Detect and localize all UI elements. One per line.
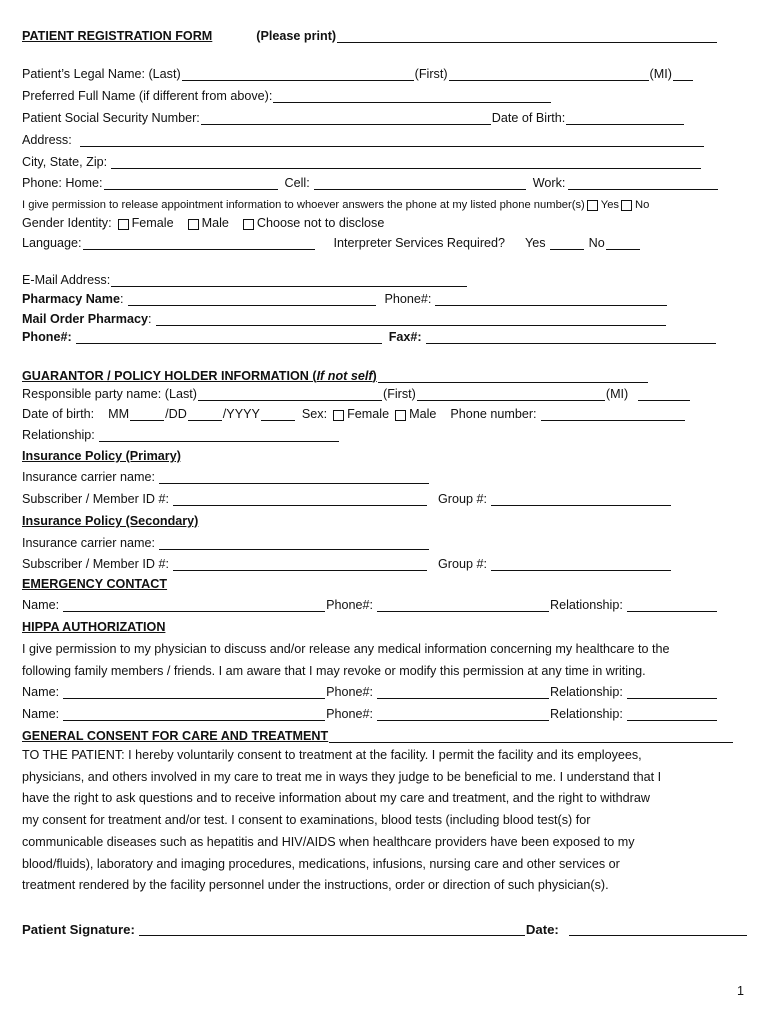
mm-label: MM xyxy=(108,407,130,422)
address-field[interactable] xyxy=(80,134,704,147)
pharmacy-name-field[interactable] xyxy=(128,293,376,306)
guarantor-dob-row xyxy=(22,408,686,421)
first-name-field[interactable] xyxy=(449,68,649,81)
interpreter-yes-field[interactable] xyxy=(550,237,584,250)
emergency-heading-row xyxy=(22,578,167,591)
interpreter-yes-label: Yes xyxy=(525,236,546,251)
hippa-text-row-1 xyxy=(22,643,670,656)
hippa-name-field-2[interactable] xyxy=(63,708,325,721)
emergency-name-field[interactable] xyxy=(63,599,325,612)
emergency-contact-row xyxy=(22,599,718,612)
form-title: PATIENT REGISTRATION FORM xyxy=(22,29,213,44)
consent-heading-rule xyxy=(329,730,733,743)
permission-text: I give permission to release appointment information to whoever answers the phone at my listed phone number(s) xyxy=(22,199,585,211)
primary-subscriber-label: Subscriber / Member ID #: xyxy=(22,492,169,507)
guarantor-relationship-row xyxy=(22,429,340,442)
responsible-mi-label: (MI) xyxy=(605,387,629,402)
yyyy-label: /YYYY xyxy=(222,407,260,422)
legal-name-row xyxy=(22,68,694,81)
consent-line: have the right to ask questions and to receive information about my care and treatment, and the right to withdraw xyxy=(22,791,650,806)
guarantor-heading-italic: If not self xyxy=(316,369,373,384)
hippa-text-row-2 xyxy=(22,665,646,678)
guarantor-relationship-field[interactable] xyxy=(99,429,339,442)
hippa-text-line-2: following family members / friends. I am aware that I may revoke or modify this permission at any time in writing. xyxy=(22,664,646,678)
consent-paragraph xyxy=(22,745,734,897)
primary-subscriber-field[interactable] xyxy=(173,493,427,506)
guarantor-relationship-label: Relationship: xyxy=(22,428,95,443)
emergency-relationship-label: Relationship: xyxy=(550,598,623,613)
cell-label: Cell: xyxy=(284,176,310,191)
gender-row xyxy=(22,217,384,230)
header-rule xyxy=(337,30,717,43)
emergency-phone-label: Phone#: xyxy=(326,598,374,613)
preferred-name-label: Preferred Full Name (if different from above): xyxy=(22,89,273,104)
emergency-phone-field[interactable] xyxy=(377,599,549,612)
city-state-zip-field[interactable] xyxy=(111,156,701,169)
responsible-mi-field[interactable] xyxy=(638,388,690,401)
secondary-carrier-label: Insurance carrier name: xyxy=(22,536,155,551)
gender-label: Gender Identity: xyxy=(22,216,112,230)
mail-order-phone-label: Phone#: xyxy=(22,330,72,345)
secondary-subscriber-field[interactable] xyxy=(173,558,427,571)
sex-label: Sex: xyxy=(301,407,328,422)
gender-male-checkbox[interactable] xyxy=(188,219,199,230)
mail-order-row xyxy=(22,313,667,326)
email-row xyxy=(22,274,468,287)
primary-group-label: Group #: xyxy=(437,492,487,507)
responsible-first-label: (First) xyxy=(383,387,416,402)
language-field[interactable] xyxy=(83,237,315,250)
gender-male-label: Male xyxy=(201,216,229,230)
mm-field[interactable] xyxy=(130,408,164,421)
hippa-phone-label-2: Phone#: xyxy=(326,707,374,722)
guarantor-heading-row xyxy=(22,370,649,383)
email-label: E-Mail Address: xyxy=(22,273,111,288)
guarantor-dob-label: Date of birth: xyxy=(22,407,95,422)
permission-no-label: No xyxy=(635,199,650,211)
guarantor-phone-label: Phone number: xyxy=(450,407,537,422)
consent-line: physicians, and others involved in my care to treat me in ways they judge to be beneficial to me. I understand that I xyxy=(22,769,662,784)
hippa-phone-label-1: Phone#: xyxy=(326,685,374,700)
dob-field[interactable] xyxy=(566,112,684,125)
secondary-insurance-heading-row xyxy=(22,515,198,528)
pharmacy-phone-field[interactable] xyxy=(435,293,667,306)
interpreter-label: Interpreter Services Required? xyxy=(333,236,506,251)
primary-carrier-label: Insurance carrier name: xyxy=(22,470,155,485)
mi-label: (MI) xyxy=(649,67,672,82)
hippa-relationship-label-2: Relationship: xyxy=(550,707,623,722)
city-label: City, State, Zip: xyxy=(22,155,108,170)
emergency-heading: EMERGENCY CONTACT xyxy=(22,577,168,591)
phone-home-field[interactable] xyxy=(104,177,278,190)
emergency-relationship-field[interactable] xyxy=(627,599,717,612)
legal-name-label: Patient’s Legal Name: (Last) xyxy=(22,67,181,82)
signature-row xyxy=(22,923,748,936)
yyyy-field[interactable] xyxy=(261,408,295,421)
pharmacy-phone-label: Phone#: xyxy=(384,292,432,307)
interpreter-no-field[interactable] xyxy=(606,237,640,250)
print-note: (Please print) xyxy=(256,29,337,44)
consent-line: my consent for treatment and/or test. I consent to examinations, blood tests (including blood test(s) for xyxy=(22,813,591,828)
first-name-label: (First) xyxy=(414,67,448,82)
phone-home-label: Phone: Home: xyxy=(22,176,103,191)
sex-male-checkbox[interactable] xyxy=(395,410,406,421)
hippa-text-line-1: I give permission to my physician to discuss and/or release any medical information concerning my healthcare to the xyxy=(22,642,670,656)
permission-yes-label: Yes xyxy=(600,199,620,211)
responsible-party-label: Responsible party name: (Last) xyxy=(22,387,197,402)
hippa-relationship-field-1[interactable] xyxy=(627,686,717,699)
secondary-subscriber-row xyxy=(22,558,672,571)
mail-order-colon: : xyxy=(148,312,152,327)
email-field[interactable] xyxy=(111,274,467,287)
permission-yes-checkbox[interactable] xyxy=(587,200,598,211)
last-name-field[interactable] xyxy=(182,68,414,81)
hippa-heading-row xyxy=(22,621,165,634)
language-row xyxy=(22,237,641,250)
sex-female-checkbox[interactable] xyxy=(333,410,344,421)
consent-line: blood/fluids), laboratory and imaging procedures, medications, infusions, nursing care and other services or xyxy=(22,856,620,871)
dd-label: /DD xyxy=(165,407,187,422)
hippa-contact-row-2 xyxy=(22,708,718,721)
secondary-insurance-heading: Insurance Policy (Secondary) xyxy=(22,514,199,528)
dob-label: Date of Birth: xyxy=(491,111,566,126)
mi-field[interactable] xyxy=(673,68,693,81)
permission-row xyxy=(22,200,649,211)
signature-date-label: Date: xyxy=(525,922,559,937)
consent-line: treatment rendered by the facility personnel under the instructions, order or direction of such physician(s). xyxy=(22,878,609,893)
hippa-name-label-1: Name: xyxy=(22,685,60,700)
guarantor-heading xyxy=(22,370,377,383)
secondary-carrier-field[interactable] xyxy=(159,537,429,550)
interpreter-no-label: No xyxy=(588,236,605,251)
primary-carrier-row xyxy=(22,471,430,484)
mail-order-field[interactable] xyxy=(156,313,666,326)
hippa-phone-field-2[interactable] xyxy=(377,708,549,721)
hippa-relationship-field-2[interactable] xyxy=(627,708,717,721)
hippa-phone-field-1[interactable] xyxy=(377,686,549,699)
pharmacy-row xyxy=(22,293,668,306)
address-label: Address: xyxy=(22,133,72,148)
gender-nondisclose-label: Choose not to disclose xyxy=(256,216,385,230)
signature-label: Patient Signature: xyxy=(22,922,135,937)
secondary-subscriber-label: Subscriber / Member ID #: xyxy=(22,557,169,572)
signature-field[interactable] xyxy=(139,923,525,936)
page-number: 1 xyxy=(736,984,744,998)
dd-field[interactable] xyxy=(188,408,222,421)
sex-female-label: Female xyxy=(347,407,390,422)
permission-no-checkbox[interactable] xyxy=(621,200,632,211)
mail-order-phone-field[interactable] xyxy=(76,331,382,344)
secondary-carrier-row xyxy=(22,537,430,550)
hippa-contact-row-1 xyxy=(22,686,718,699)
primary-insurance-heading-row xyxy=(22,450,181,463)
work-field[interactable] xyxy=(568,177,718,190)
guarantor-heading-close: ) xyxy=(372,369,377,384)
consent-heading: GENERAL CONSENT FOR CARE AND TREATMENT xyxy=(22,729,329,744)
hippa-name-field-1[interactable] xyxy=(63,686,325,699)
consent-line: communicable diseases such as hepatitis and HIV/AIDS when healthcare providers have been exposed to my xyxy=(22,834,635,849)
hippa-relationship-label-1: Relationship: xyxy=(550,685,623,700)
sex-male-label: Male xyxy=(409,407,437,422)
guarantor-heading-text: GUARANTOR / POLICY HOLDER INFORMATION ( xyxy=(22,369,317,384)
responsible-last-field[interactable] xyxy=(198,388,382,401)
gender-female-label: Female xyxy=(131,216,174,230)
primary-carrier-field[interactable] xyxy=(159,471,429,484)
mail-order-fax-field[interactable] xyxy=(426,331,716,344)
form-header xyxy=(22,30,718,43)
responsible-party-row xyxy=(22,388,691,401)
preferred-name-row xyxy=(22,90,552,103)
primary-insurance-heading: Insurance Policy (Primary) xyxy=(22,449,181,463)
city-row xyxy=(22,156,702,169)
signature-date-field[interactable] xyxy=(569,923,747,936)
guarantor-heading-rule xyxy=(378,370,648,383)
hippa-name-label-2: Name: xyxy=(22,707,60,722)
consent-heading-row xyxy=(22,730,734,743)
secondary-group-field[interactable] xyxy=(491,558,671,571)
cell-field[interactable] xyxy=(314,177,526,190)
registration-form-page xyxy=(22,0,742,1024)
pharmacy-name-label: Pharmacy Name xyxy=(22,292,121,307)
language-label: Language: xyxy=(22,236,82,251)
ssn-field[interactable] xyxy=(201,112,491,125)
address-row xyxy=(22,134,705,147)
consent-line: TO THE PATIENT: I hereby voluntarily consent to treatment at the facility. I permit the facility and its employees, xyxy=(22,748,642,762)
gender-nondisclose-checkbox[interactable] xyxy=(243,219,254,230)
ssn-label: Patient Social Security Number: xyxy=(22,111,200,126)
preferred-name-field[interactable] xyxy=(273,90,551,103)
work-label: Work: xyxy=(532,176,566,191)
secondary-group-label: Group #: xyxy=(437,557,487,572)
emergency-name-label: Name: xyxy=(22,598,60,613)
hippa-heading: HIPPA AUTHORIZATION xyxy=(22,620,166,634)
primary-subscriber-row xyxy=(22,493,672,506)
primary-group-field[interactable] xyxy=(491,493,671,506)
ssn-row xyxy=(22,112,685,125)
gender-female-checkbox[interactable] xyxy=(118,219,129,230)
mail-order-fax-label: Fax#: xyxy=(388,330,422,345)
pharmacy-colon: : xyxy=(120,292,124,307)
guarantor-phone-field[interactable] xyxy=(541,408,685,421)
mail-order-contact-row xyxy=(22,331,717,344)
phone-row xyxy=(22,177,719,190)
responsible-first-field[interactable] xyxy=(417,388,605,401)
mail-order-label: Mail Order Pharmacy xyxy=(22,312,148,327)
